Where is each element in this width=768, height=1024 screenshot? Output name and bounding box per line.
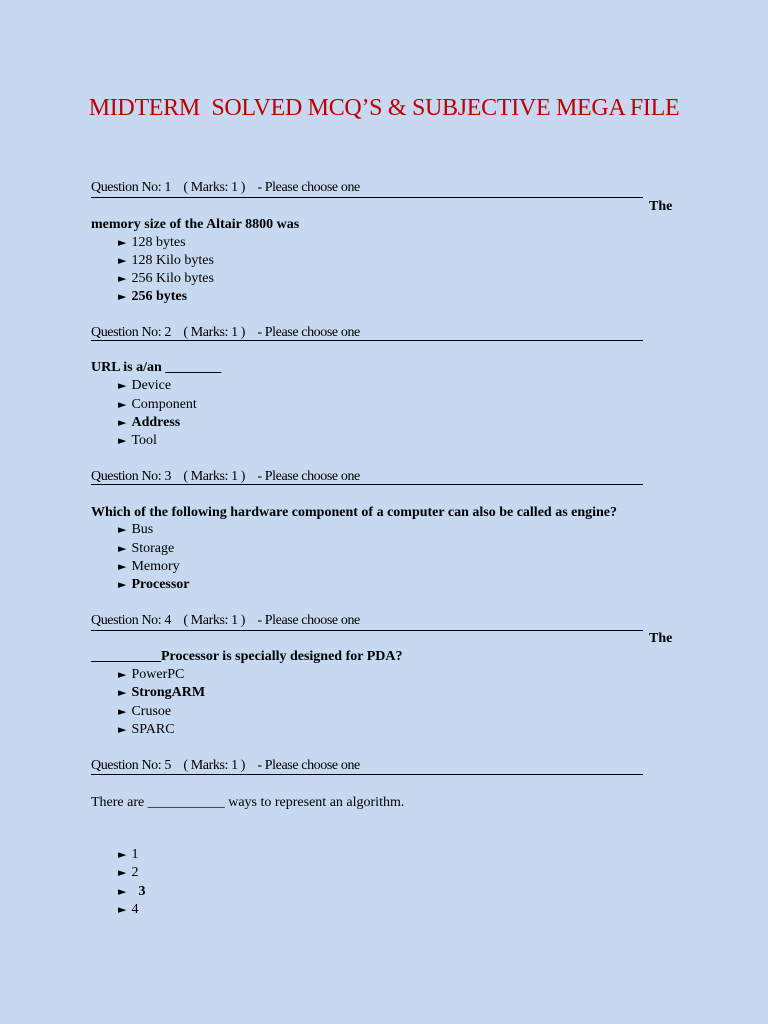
- pointer-arrow-icon: ►: [118, 542, 127, 555]
- question-1-header: Question No: 1 ( Marks: 1 ) - Please choose one: [91, 180, 360, 195]
- question-1-trail: The: [649, 199, 673, 214]
- question-5-header: Question No: 5 ( Marks: 1 ) - Please choose one: [91, 758, 360, 773]
- question-3-option-2: ► Storage: [118, 541, 175, 556]
- pointer-arrow-icon: ►: [118, 236, 127, 249]
- question-1-option-4: ► 256 bytes: [118, 289, 188, 304]
- question-3-option-3: ► Memory: [118, 559, 180, 574]
- pointer-arrow-icon: ►: [118, 523, 127, 536]
- question-4-option-4: ► SPARC: [118, 722, 175, 737]
- question-5-option-4: ► 4: [118, 902, 139, 917]
- question-2-option-4: ► Tool: [118, 433, 157, 448]
- question-2-option-2: ► Component: [118, 397, 197, 412]
- pointer-arrow-icon: ►: [118, 290, 127, 303]
- question-2-option-1: ► Device: [118, 378, 172, 393]
- pointer-arrow-icon: ►: [118, 723, 127, 736]
- pointer-arrow-icon: ►: [118, 416, 127, 429]
- question-5-rule: [91, 774, 643, 775]
- pointer-arrow-icon: ►: [118, 379, 127, 392]
- question-5-option-2: ► 2: [118, 865, 139, 880]
- question-4-text: __________Processor is specially designed for PDA?: [91, 649, 403, 664]
- pointer-arrow-icon: ►: [118, 848, 127, 861]
- question-4-option-1: ► PowerPC: [118, 667, 185, 682]
- pointer-arrow-icon: ►: [118, 903, 127, 916]
- question-4-rule: [91, 630, 643, 631]
- question-2-text: URL is a/an ________: [91, 360, 222, 375]
- pointer-arrow-icon: ►: [118, 272, 127, 285]
- question-1-option-1: ► 128 bytes: [118, 235, 186, 250]
- pointer-arrow-icon: ►: [118, 434, 127, 447]
- pointer-arrow-icon: ►: [118, 398, 127, 411]
- pointer-arrow-icon: ►: [118, 668, 127, 681]
- question-3-header: Question No: 3 ( Marks: 1 ) - Please choose one: [91, 469, 360, 484]
- question-1-option-3: ► 256 Kilo bytes: [118, 271, 214, 286]
- question-2-option-3: ► Address: [118, 415, 181, 430]
- pointer-arrow-icon: ►: [118, 686, 127, 699]
- question-1-option-2: ► 128 Kilo bytes: [118, 253, 214, 268]
- question-5-option-3: ► 3: [118, 884, 146, 899]
- question-3-text: Which of the following hardware component of a computer can also be called as engine?: [91, 505, 618, 520]
- question-4-trail: The: [649, 631, 673, 646]
- pointer-arrow-icon: ►: [118, 705, 127, 718]
- pointer-arrow-icon: ►: [118, 885, 127, 898]
- question-2-rule: [91, 340, 643, 341]
- question-5-text: There are ___________ ways to represent an algorithm.: [91, 795, 405, 810]
- pointer-arrow-icon: ►: [118, 560, 127, 573]
- pointer-arrow-icon: ►: [118, 578, 127, 591]
- question-1-rule: [91, 197, 643, 198]
- question-4-header: Question No: 4 ( Marks: 1 ) - Please choose one: [91, 613, 360, 628]
- question-4-option-3: ► Crusoe: [118, 704, 172, 719]
- question-1-text: memory size of the Altair 8800 was: [91, 217, 300, 232]
- document-title: MIDTERM SOLVED MCQ’S & SUBJECTIVE MEGA FILE: [88, 95, 680, 121]
- pointer-arrow-icon: ►: [118, 866, 127, 879]
- question-4-option-2: ► StrongARM: [118, 685, 206, 700]
- question-5-option-1: ► 1: [118, 847, 139, 862]
- question-2-header: Question No: 2 ( Marks: 1 ) - Please choose one: [91, 325, 360, 340]
- question-3-option-1: ► Bus: [118, 522, 154, 537]
- question-3-rule: [91, 484, 643, 485]
- pointer-arrow-icon: ►: [118, 254, 127, 267]
- question-3-option-4: ► Processor: [118, 577, 190, 592]
